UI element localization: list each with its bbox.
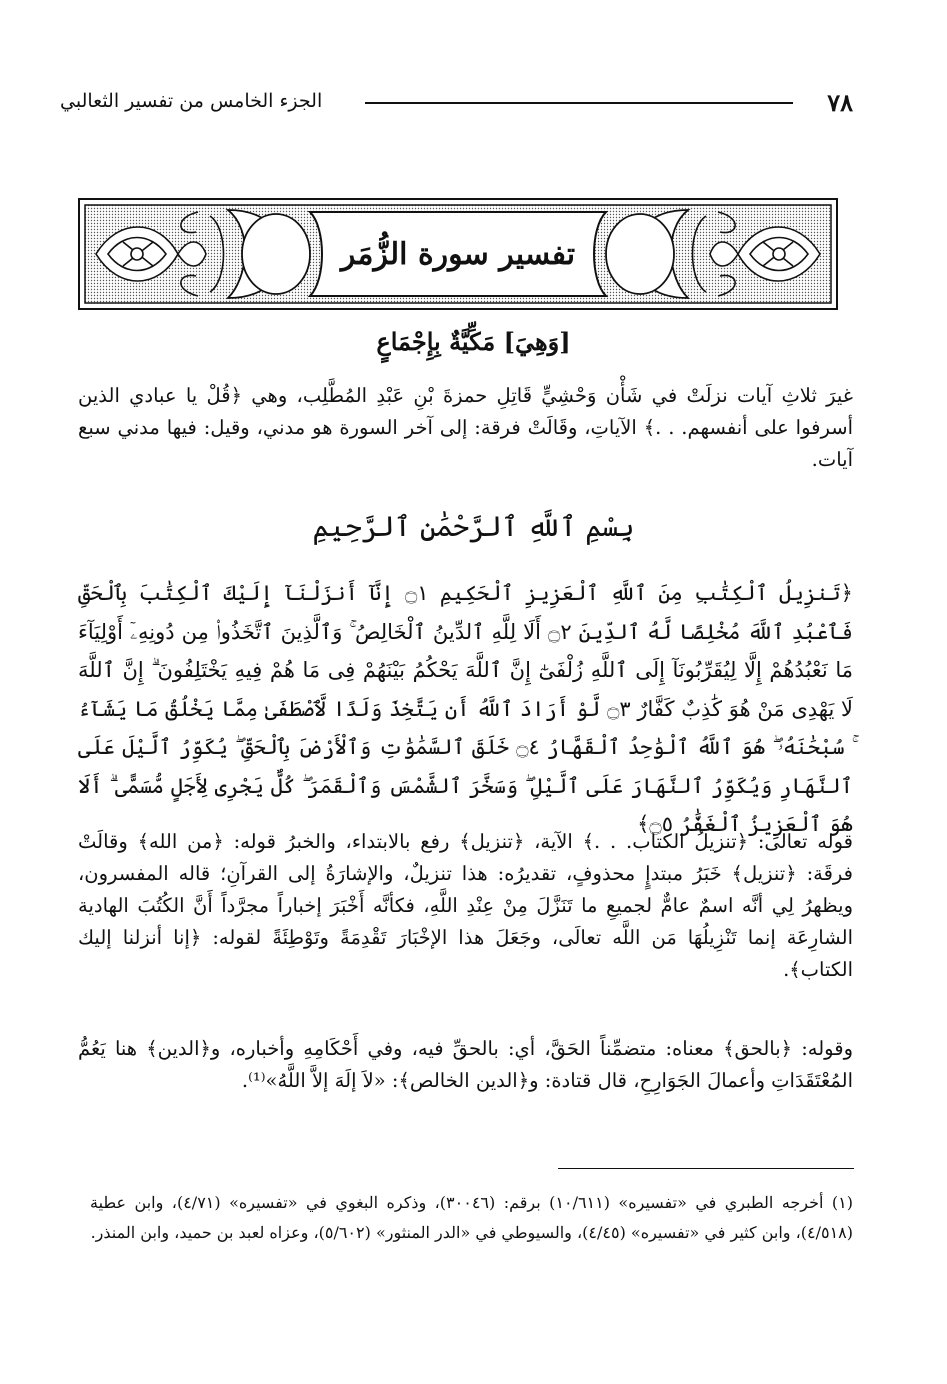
- header-rule: [365, 102, 793, 104]
- page-header: [60, 88, 853, 118]
- surah-title: تفسير سورة الزُّمَر: [340, 237, 576, 272]
- tafsir-paragraph-1: قوله تعالى: ﴿تنزيلُ الكتاب. . .﴾ الآية، ﴿تنزيل﴾ رفع بالابتداء، والخبرُ قوله: ﴿من الله﴾ وقالَتْ فرقَة: ﴿تنزيل﴾ خَبَرُ مبتدإٍ محذوفٍ، تقديرُه: هذا تنزيلٌ، والإشارَةُ إلى القرآنِ؛ قاله المفسرون، ويظهرُ لِي أنَّه اسمٌ عامٌّ لجميعِ ما تَنَزَّلَ مِنْ عِنْدِ اللَّهِ، فكأنَّه أَخْبَرَ إخباراً مجرَّداً أَنَّ الكُتُبَ الهادية الشارِعَة إنما تَنْزِيلُهَا مَن اللَّه تعالَى، وجَعَلَ هذا الإخْبَارَ تَقْدِمَةً وتَوْطِئَةً لقوله: ﴿إنا أنزلنا إليك الكتاب﴾.: [78, 830, 853, 981]
- footnote-separator: [558, 1168, 854, 1169]
- footnote: (١) أخرجه الطبري في «تفسيره» (١٠/٦١١) برقم: (٣٠٠٤٦)، وذكره البغوي في «تفسيره» (٤/٧١)، وابن عطية (٤/٥١٨)، وابن كثير في «تفسيره» (٤/٤٥)، والسيوطي في «الدر المنثور» (٥/٦٠٢)، وعزاه لعبد بن حميد، وابن المنذر.: [90, 1193, 854, 1242]
- surah-title-banner: [78, 198, 838, 310]
- running-title: الجزء الخامس من تفسير الثعالبي: [60, 90, 323, 112]
- surah-subtitle: [وَهِيَ] مَكِّيَّةٌ بِإِجْمَاعٍ: [376, 327, 571, 356]
- page-number: ٧٨: [827, 88, 853, 117]
- intro-paragraph: غيرَ ثلاثِ آيات نزلَتْ في شَأْن وَحْشِيٍّ قَاتِلِ حمزةَ بْنِ عَبْدِ المُطَّلِب، وهي ﴿قُلْ يا عبادي الذين أسرفوا على أنفسهم. . .﴾ الآياتِ، وقَالَتْ فرقة: إلى آخر السورة هو مدني، وقيل: فيها مدني سبع آيات.: [78, 384, 853, 471]
- tafsir-paragraph-2: وقوله: ﴿بالحق﴾ معناه: متضمِّناً الحَقَّ، أي: بالحقِّ فيه، وفي أَحْكَامِهِ وأخباره، و﴿الدين﴾ هنا يَعُمُّ المُعْتَقَدَاتِ وأعمالَ الجَوَارِحِ، قال قتادة: و﴿الدين الخالص﴾: «لاَ إلَهَ إلاَّ اللَّهُ»⁽¹⁾.: [78, 1037, 853, 1092]
- quran-verses: ﴿تَنزِيلُ ٱلْكِتَٰبِ مِنَ ٱللَّهِ ٱلْعَزِيزِ ٱلْحَكِيمِ ۝١ إِنَّآ أَنزَلْنَآ إِلَيْكَ ٱلْكِتَٰبَ بِٱلْحَقِّ فَٱعْبُدِ ٱللَّهَ مُخْلِصًا لَّهُ ٱلدِّينَ ۝٢ أَلَا لِلَّهِ ٱلدِّينُ ٱلْخَالِصُ ۚ وَٱلَّذِينَ ٱتَّخَذُوا۟ مِن دُونِهِۦٓ أَوْلِيَآءَ مَا نَعْبُدُهُمْ إِلَّا لِيُقَرِّبُونَآ إِلَى ٱللَّهِ زُلْفَىٰٓ إِنَّ ٱللَّهَ يَحْكُمُ بَيْنَهُمْ فِى مَا هُمْ فِيهِ يَخْتَلِفُونَ ۗ إِنَّ ٱللَّهَ لَا يَهْدِى مَنْ هُوَ كَٰذِبٌ كَفَّارٌ ۝٣ لَّوْ أَرَادَ ٱللَّهُ أَن يَتَّخِذَ وَلَدًا لَّٱصْطَفَىٰ مِمَّا يَخْلُقُ مَا يَشَآءُ ۚ سُبْحَٰنَهُۥ ۖ هُوَ ٱللَّهُ ٱلْوَٰحِدُ ٱلْقَهَّارُ ۝٤ خَلَقَ ٱلسَّمَٰوَٰتِ وَٱلْأَرْضَ بِٱلْحَقِّ ۖ يُكَوِّرُ ٱلَّيْلَ عَلَى ٱلنَّهَارِ وَيُكَوِّرُ ٱلنَّهَارَ عَلَى ٱلَّيْلِ ۖ وَسَخَّرَ ٱلشَّمْسَ وَٱلْقَمَرَ ۖ كُلٌّ يَجْرِى لِأَجَلٍ مُّسَمًّى ۗ أَلَا هُوَ ٱلْعَزِيزُ ٱلْغَفَّٰرُ ۝٥﴾: [78, 581, 853, 836]
- basmala: بِسْمِ ٱللَّهِ ٱلرَّحْمَٰنِ ٱلرَّحِيمِ: [312, 510, 635, 543]
